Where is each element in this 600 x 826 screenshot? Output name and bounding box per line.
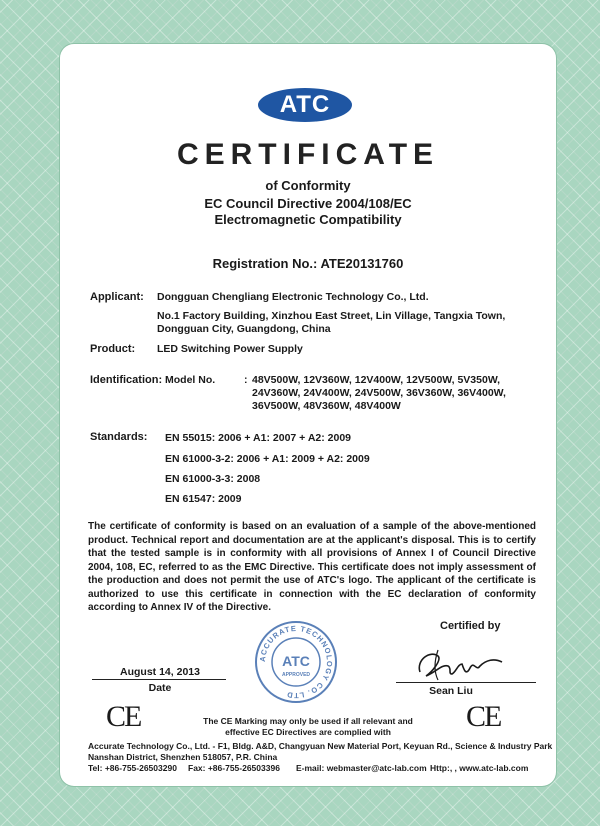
seal-approved-text: APPROVED	[281, 672, 311, 678]
model-list-2: 24V360W, 24V400W, 24V500W, 36V360W, 36V400W,	[252, 387, 506, 399]
model-list-3: 36V500W, 48V360W, 48V400W	[252, 400, 401, 412]
standard-item: EN 61547: 2009	[165, 493, 242, 505]
date-line	[92, 679, 226, 680]
product-label: Product:	[90, 343, 136, 355]
footer-tel: Tel: +86-755-26503290	[88, 763, 177, 773]
subtitle-emc: Electromagnetic Compatibility	[214, 212, 402, 227]
subtitle-directive: EC Council Directive 2004/108/EC	[204, 196, 412, 211]
applicant-address-1: No.1 Factory Building, Xinzhou East Street, Lin Village, Tangxia Town,	[157, 310, 506, 322]
ce-mark-right: CE	[466, 700, 501, 733]
applicant-label: Applicant:	[90, 291, 144, 303]
subtitle-conformity: of Conformity	[265, 178, 351, 193]
standard-item: EN 61000-3-2: 2006 + A1: 2009 + A2: 2009	[165, 453, 370, 465]
ce-note-1: The CE Marking may only be used if all relevant and	[203, 716, 413, 726]
applicant-name: Dongguan Chengliang Electronic Technology Co., Ltd.	[157, 291, 429, 303]
model-colon: :	[244, 374, 248, 386]
atc-approved-seal	[254, 620, 338, 704]
model-list-1: 48V500W, 12V360W, 12V400W, 12V500W, 5V350W,	[252, 374, 501, 386]
certified-by-label: Certified by	[440, 620, 501, 632]
logo-text: ATC	[279, 91, 331, 118]
footer-http: Http:, , www.atc-lab.com	[430, 763, 529, 773]
footer-address-1: Accurate Technology Co., Ltd. - F1, Bldg. A&D, Changyuan New Material Port, Keyuan Rd., Science & Industry Park	[88, 741, 553, 751]
standard-item: EN 55015: 2006 + A1: 2007 + A2: 2009	[165, 432, 352, 444]
conformity-statement: The certificate of conformity is based on an evaluation of a sample of the above-mentioned product. Technical report and documentation are at the applicant's disposal. This is to certify that the tested sample is in conformity with all provisions of Annex I of Council Directive 2004, 108, EC, referred to as the EMC Directive. This certificate does not imply assessment of the production and does not permit the use of ATC's logo. The applicant of the certificate is authorized to use this certificate in connection with the EC declaration of conformity according to Annex IV of the Directive.	[88, 521, 536, 613]
registration-number: Registration No.: ATE20131760	[212, 256, 404, 271]
identification-label: Identification:	[90, 374, 163, 386]
ce-mark-left: CE	[106, 700, 141, 733]
footer-email: E-mail: webmaster@atc-lab.com	[296, 763, 427, 773]
model-label: Model No.	[165, 374, 216, 386]
signature-line	[396, 682, 536, 683]
standard-item: EN 61000-3-3: 2008	[165, 473, 261, 485]
footer-address-2: Nanshan District, Shenzhen 518057, P.R. China	[88, 752, 278, 762]
ce-note-2: effective EC Directives are complied with	[225, 727, 391, 737]
footer-fax: Fax: +86-755-26503396	[188, 763, 280, 773]
product-value: LED Switching Power Supply	[157, 343, 303, 355]
date-value: August 14, 2013	[120, 666, 200, 678]
certificate-title: CERTIFICATE	[176, 138, 440, 171]
seal-center-text: ATC	[282, 653, 310, 669]
signatory-name: Sean Liu	[429, 685, 473, 697]
standards-label: Standards:	[90, 431, 148, 443]
seal-ring-text: ACCURATE TECHNOLOGY CO. LTD	[257, 623, 335, 701]
applicant-address-2: Dongguan City, Guangdong, China	[157, 323, 331, 335]
signature-mark	[408, 642, 508, 684]
date-label: Date	[148, 682, 172, 694]
atc-logo	[258, 88, 352, 122]
